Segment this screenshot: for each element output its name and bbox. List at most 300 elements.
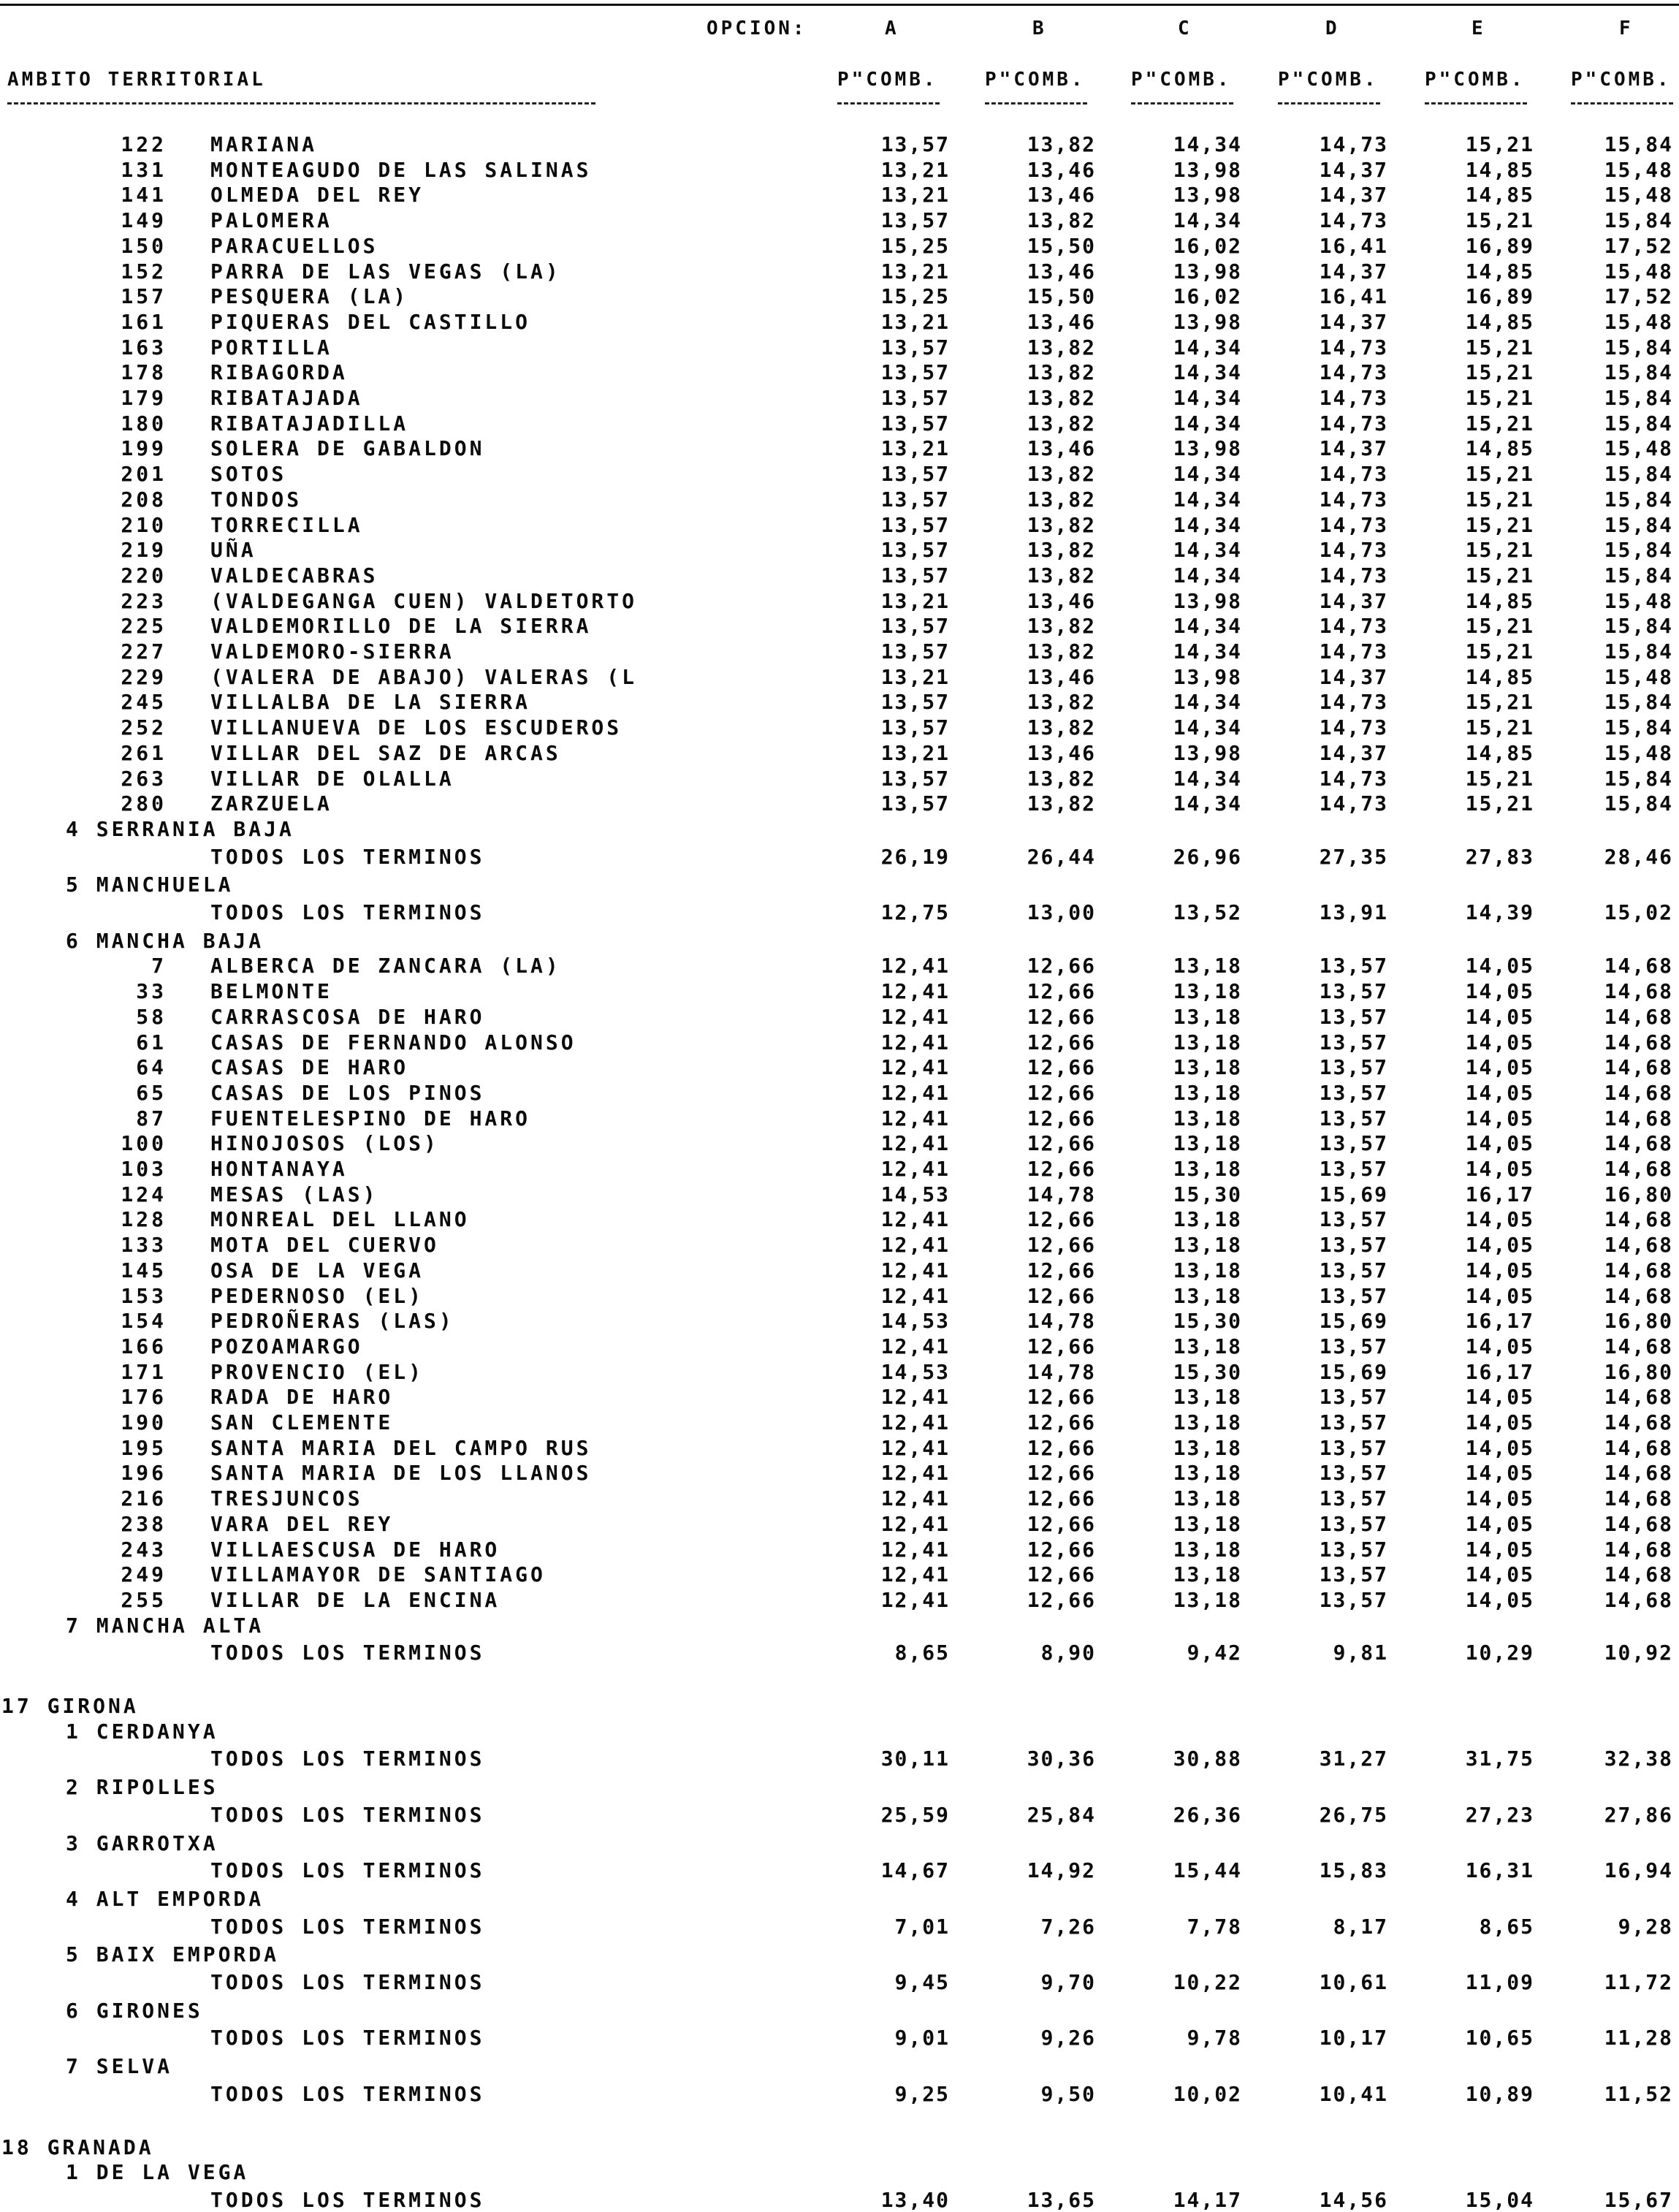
value-f: 15,84 — [1604, 335, 1673, 360]
value-a: 12,41 — [880, 1080, 950, 1105]
option-c: C — [1178, 18, 1192, 39]
municipality-code: 210 — [121, 512, 167, 537]
value-a: 12,41 — [880, 1562, 950, 1587]
value-c: 14,34 — [1173, 208, 1242, 233]
municipality-name: VALDEMORO-SIERRA — [210, 639, 454, 664]
value-e: 14,05 — [1465, 1334, 1534, 1358]
value-b: 12,66 — [1027, 1562, 1096, 1587]
value-d: 15,69 — [1319, 1182, 1388, 1206]
municipality-name: VALDEMORILLO DE LA SIERRA — [210, 614, 592, 639]
value-e: 14,39 — [1465, 900, 1534, 924]
municipality-code: 249 — [121, 1562, 167, 1587]
value-a: 12,41 — [880, 1334, 950, 1358]
value-e: 15,21 — [1465, 386, 1534, 410]
value-b: 14,78 — [1027, 1359, 1096, 1384]
value-c: 13,98 — [1173, 436, 1242, 461]
value-c: 13,18 — [1173, 1385, 1242, 1410]
value-f: 14,68 — [1604, 1106, 1673, 1130]
municipality-name: HINOJOSOS (LOS) — [210, 1131, 439, 1156]
value-a: 13,21 — [880, 588, 950, 613]
value-c: 13,98 — [1173, 740, 1242, 765]
value-d: 14,73 — [1319, 715, 1388, 740]
value-e: 14,85 — [1465, 309, 1534, 334]
value-c: 14,34 — [1173, 335, 1242, 360]
value-b: 15,50 — [1027, 284, 1096, 309]
value-e: 15,21 — [1465, 538, 1534, 563]
value-a: 13,57 — [880, 563, 950, 588]
value-b: 12,66 — [1027, 1080, 1096, 1105]
value-e: 16,31 — [1465, 1858, 1534, 1883]
value-f: 14,68 — [1604, 1486, 1673, 1511]
municipality-code: 33 — [136, 979, 167, 1004]
value-d: 14,73 — [1319, 462, 1388, 487]
value-d: 14,73 — [1319, 766, 1388, 791]
value-f: 15,84 — [1604, 690, 1673, 715]
value-f: 9,28 — [1618, 1914, 1673, 1939]
value-c: 14,34 — [1173, 512, 1242, 537]
value-f: 15,84 — [1604, 614, 1673, 639]
value-d: 14,37 — [1319, 157, 1388, 182]
value-c: 14,34 — [1173, 462, 1242, 487]
todos-los-terminos: TODOS LOS TERMINOS — [210, 1802, 485, 1827]
value-a: 15,25 — [880, 233, 950, 258]
value-c: 13,18 — [1173, 1435, 1242, 1460]
pcomb-d-label: P"COMB. — [1278, 69, 1379, 91]
value-c: 13,98 — [1173, 588, 1242, 613]
value-f: 15,84 — [1604, 487, 1673, 512]
value-b: 15,50 — [1027, 233, 1096, 258]
value-f: 14,68 — [1604, 1030, 1673, 1054]
value-b: 12,66 — [1027, 1233, 1096, 1258]
value-e: 16,89 — [1465, 284, 1534, 309]
ambito-underline — [7, 102, 595, 104]
value-c: 14,34 — [1173, 639, 1242, 664]
value-d: 13,57 — [1319, 1004, 1388, 1029]
value-a: 13,57 — [880, 386, 950, 410]
value-d: 14,37 — [1319, 436, 1388, 461]
municipality-name: ALBERCA DE ZANCARA (LA) — [210, 954, 561, 978]
value-a: 12,41 — [880, 1435, 950, 1460]
value-f: 14,68 — [1604, 1233, 1673, 1258]
value-d: 14,73 — [1319, 132, 1388, 156]
municipality-name: RIBAGORDA — [210, 360, 348, 385]
value-c: 10,22 — [1173, 1970, 1242, 1994]
value-d: 16,41 — [1319, 233, 1388, 258]
value-e: 15,04 — [1465, 2187, 1534, 2212]
value-c: 26,96 — [1173, 844, 1242, 869]
value-e: 14,05 — [1465, 1587, 1534, 1612]
value-c: 9,78 — [1187, 2026, 1242, 2051]
value-e: 15,21 — [1465, 132, 1534, 156]
value-b: 13,46 — [1027, 436, 1096, 461]
value-d: 9,81 — [1333, 1641, 1388, 1665]
value-d: 15,69 — [1319, 1359, 1388, 1384]
municipality-name: SOTOS — [210, 462, 287, 487]
value-f: 16,80 — [1604, 1359, 1673, 1384]
value-b: 12,66 — [1027, 1004, 1096, 1029]
value-b: 13,46 — [1027, 309, 1096, 334]
value-b: 12,66 — [1027, 1131, 1096, 1156]
value-d: 14,73 — [1319, 791, 1388, 816]
value-c: 9,42 — [1187, 1641, 1242, 1665]
value-f: 15,84 — [1604, 462, 1673, 487]
value-d: 13,57 — [1319, 1055, 1388, 1080]
value-d: 14,73 — [1319, 614, 1388, 639]
value-c: 15,44 — [1173, 1858, 1242, 1883]
value-a: 14,53 — [880, 1359, 950, 1384]
municipality-code: 58 — [136, 1004, 167, 1029]
value-d: 13,57 — [1319, 979, 1388, 1004]
value-d: 13,57 — [1319, 1233, 1388, 1258]
value-f: 15,84 — [1604, 386, 1673, 410]
value-a: 13,57 — [880, 335, 950, 360]
value-b: 13,82 — [1027, 132, 1096, 156]
municipality-code: 100 — [121, 1131, 167, 1156]
value-c: 13,18 — [1173, 1410, 1242, 1434]
value-a: 13,57 — [880, 487, 950, 512]
value-b: 13,82 — [1027, 538, 1096, 563]
value-b: 7,26 — [1040, 1914, 1096, 1939]
value-f: 27,86 — [1604, 1802, 1673, 1827]
value-a: 13,57 — [880, 690, 950, 715]
value-a: 26,19 — [880, 844, 950, 869]
value-c: 13,18 — [1173, 1486, 1242, 1511]
value-f: 16,80 — [1604, 1182, 1673, 1206]
value-d: 13,91 — [1319, 900, 1388, 924]
value-f: 14,68 — [1604, 1511, 1673, 1536]
value-d: 13,57 — [1319, 1410, 1388, 1434]
value-c: 13,18 — [1173, 1461, 1242, 1486]
value-f: 15,84 — [1604, 208, 1673, 233]
value-c: 15,30 — [1173, 1309, 1242, 1334]
municipality-name: CASAS DE HARO — [210, 1055, 409, 1080]
value-a: 13,21 — [880, 259, 950, 284]
value-e: 14,05 — [1465, 954, 1534, 978]
municipality-name: VILLAESCUSA DE HARO — [210, 1537, 500, 1562]
value-f: 14,68 — [1604, 1435, 1673, 1460]
municipality-code: 163 — [121, 335, 167, 360]
value-c: 14,34 — [1173, 538, 1242, 563]
value-d: 13,57 — [1319, 1080, 1388, 1105]
value-e: 15,21 — [1465, 690, 1534, 715]
value-c: 13,18 — [1173, 1055, 1242, 1080]
value-f: 15,48 — [1604, 740, 1673, 765]
municipality-code: 179 — [121, 386, 167, 410]
value-d: 14,37 — [1319, 664, 1388, 689]
value-e: 14,85 — [1465, 588, 1534, 613]
municipality-name: MONTEAGUDO DE LAS SALINAS — [210, 157, 592, 182]
value-a: 13,57 — [880, 208, 950, 233]
value-f: 15,84 — [1604, 639, 1673, 664]
value-f: 15,84 — [1604, 132, 1673, 156]
value-a: 12,41 — [880, 1258, 950, 1282]
municipality-name: OLMEDA DEL REY — [210, 183, 424, 208]
value-e: 16,17 — [1465, 1309, 1534, 1334]
value-e: 14,85 — [1465, 740, 1534, 765]
comarca-heading: 5 BAIX EMPORDA — [66, 1942, 280, 1967]
value-a: 12,41 — [880, 1461, 950, 1486]
value-e: 10,29 — [1465, 1641, 1534, 1665]
value-e: 14,05 — [1465, 1410, 1534, 1434]
value-d: 14,73 — [1319, 538, 1388, 563]
comarca-heading: 7 MANCHA ALTA — [66, 1613, 264, 1638]
value-b: 13,46 — [1027, 588, 1096, 613]
municipality-name: VILLALBA DE LA SIERRA — [210, 690, 531, 715]
value-b: 12,66 — [1027, 1106, 1096, 1130]
municipality-name: VILLAR DEL SAZ DE ARCAS — [210, 740, 561, 765]
municipality-name: POZOAMARGO — [210, 1334, 363, 1358]
option-a: A — [885, 18, 899, 39]
pcomb-underline — [1278, 102, 1380, 104]
municipality-code: 131 — [121, 157, 167, 182]
value-a: 12,41 — [880, 1410, 950, 1434]
value-f: 14,68 — [1604, 1157, 1673, 1181]
municipality-code: 7 — [151, 954, 167, 978]
value-b: 13,00 — [1027, 900, 1096, 924]
value-a: 12,41 — [880, 1157, 950, 1181]
value-e: 10,89 — [1465, 2081, 1534, 2106]
value-a: 12,41 — [880, 1004, 950, 1029]
value-a: 13,21 — [880, 157, 950, 182]
pcomb-underline — [837, 102, 940, 104]
municipality-name: ZARZUELA — [210, 791, 332, 816]
value-d: 10,17 — [1319, 2026, 1388, 2051]
value-f: 14,68 — [1604, 1207, 1673, 1232]
value-e: 14,85 — [1465, 664, 1534, 689]
value-d: 31,27 — [1319, 1747, 1388, 1771]
province-heading: 18 GRANADA — [1, 2135, 154, 2159]
value-a: 25,59 — [880, 1802, 950, 1827]
pcomb-underline — [985, 102, 1087, 104]
comarca-heading: 3 GARROTXA — [66, 1831, 218, 1855]
value-d: 14,37 — [1319, 740, 1388, 765]
value-c: 14,34 — [1173, 386, 1242, 410]
value-d: 13,57 — [1319, 1258, 1388, 1282]
value-e: 14,05 — [1465, 1283, 1534, 1308]
value-e: 15,21 — [1465, 208, 1534, 233]
value-c: 13,18 — [1173, 1283, 1242, 1308]
value-b: 9,50 — [1040, 2081, 1096, 2106]
value-d: 26,75 — [1319, 1802, 1388, 1827]
value-d: 13,57 — [1319, 1207, 1388, 1232]
value-d: 15,69 — [1319, 1309, 1388, 1334]
value-a: 12,41 — [880, 1055, 950, 1080]
municipality-code: 157 — [121, 284, 167, 309]
value-a: 9,01 — [894, 2026, 950, 2051]
value-f: 14,68 — [1604, 1055, 1673, 1080]
municipality-code: 190 — [121, 1410, 167, 1434]
value-e: 14,05 — [1465, 1385, 1534, 1410]
value-d: 14,37 — [1319, 183, 1388, 208]
value-b: 9,70 — [1040, 1970, 1096, 1994]
value-f: 14,68 — [1604, 1410, 1673, 1434]
value-f: 15,02 — [1604, 900, 1673, 924]
value-a: 7,01 — [894, 1914, 950, 1939]
municipality-code: 196 — [121, 1461, 167, 1486]
value-c: 14,34 — [1173, 766, 1242, 791]
value-f: 11,28 — [1604, 2026, 1673, 2051]
value-a: 13,21 — [880, 436, 950, 461]
comarca-heading: 1 DE LA VEGA — [66, 2160, 249, 2185]
municipality-name: MESAS (LAS) — [210, 1182, 378, 1206]
value-b: 13,82 — [1027, 462, 1096, 487]
value-b: 13,46 — [1027, 183, 1096, 208]
value-c: 14,34 — [1173, 360, 1242, 385]
value-b: 12,66 — [1027, 1283, 1096, 1308]
value-e: 11,09 — [1465, 1970, 1534, 1994]
value-d: 14,73 — [1319, 335, 1388, 360]
value-a: 13,57 — [880, 614, 950, 639]
municipality-code: 61 — [136, 1030, 167, 1054]
pcomb-underline — [1131, 102, 1233, 104]
municipality-name: SANTA MARIA DEL CAMPO RUS — [210, 1435, 592, 1460]
todos-los-terminos: TODOS LOS TERMINOS — [210, 844, 485, 869]
value-b: 12,66 — [1027, 1258, 1096, 1282]
option-f: F — [1619, 18, 1634, 39]
value-a: 12,41 — [880, 979, 950, 1004]
comarca-heading: 7 SELVA — [66, 2054, 173, 2079]
value-b: 13,46 — [1027, 259, 1096, 284]
value-f: 14,68 — [1604, 1080, 1673, 1105]
opcion-label: OPCION: — [707, 18, 807, 39]
pcomb-c-label: P"COMB. — [1131, 69, 1232, 91]
value-b: 13,82 — [1027, 563, 1096, 588]
value-a: 12,41 — [880, 1511, 950, 1536]
municipality-code: 220 — [121, 563, 167, 588]
value-d: 14,73 — [1319, 386, 1388, 410]
value-a: 13,21 — [880, 309, 950, 334]
value-e: 14,05 — [1465, 1207, 1534, 1232]
value-b: 12,66 — [1027, 1537, 1096, 1562]
value-b: 13,82 — [1027, 487, 1096, 512]
municipality-name: VILLAR DE LA ENCINA — [210, 1587, 500, 1612]
comarca-heading: 2 RIPOLLES — [66, 1775, 218, 1800]
value-e: 14,85 — [1465, 157, 1534, 182]
value-c: 13,18 — [1173, 1537, 1242, 1562]
option-d: D — [1325, 18, 1340, 39]
province-heading: 17 GIRONA — [1, 1694, 139, 1718]
municipality-name: PEDERNOSO (EL) — [210, 1283, 424, 1308]
value-a: 13,21 — [880, 740, 950, 765]
value-a: 12,41 — [880, 1283, 950, 1308]
municipality-code: 178 — [121, 360, 167, 385]
comarca-heading: 6 GIRONES — [66, 1998, 203, 2023]
value-d: 14,73 — [1319, 639, 1388, 664]
municipality-name: SAN CLEMENTE — [210, 1410, 394, 1434]
value-f: 16,80 — [1604, 1309, 1673, 1334]
value-f: 15,48 — [1604, 309, 1673, 334]
value-f: 14,68 — [1604, 954, 1673, 978]
value-f: 15,48 — [1604, 664, 1673, 689]
value-d: 13,57 — [1319, 954, 1388, 978]
municipality-name: RIBATAJADA — [210, 386, 363, 410]
municipality-name: MONREAL DEL LLANO — [210, 1207, 470, 1232]
value-a: 13,57 — [880, 462, 950, 487]
value-c: 13,18 — [1173, 1587, 1242, 1612]
value-d: 14,73 — [1319, 208, 1388, 233]
value-b: 13,82 — [1027, 715, 1096, 740]
value-f: 14,68 — [1604, 1562, 1673, 1587]
municipality-code: 263 — [121, 766, 167, 791]
municipality-code: 243 — [121, 1537, 167, 1562]
value-b: 12,66 — [1027, 954, 1096, 978]
value-d: 13,57 — [1319, 1131, 1388, 1156]
value-b: 13,82 — [1027, 208, 1096, 233]
value-c: 13,18 — [1173, 979, 1242, 1004]
municipality-code: 252 — [121, 715, 167, 740]
municipality-code: 65 — [136, 1080, 167, 1105]
value-f: 15,48 — [1604, 588, 1673, 613]
value-a: 14,53 — [880, 1182, 950, 1206]
value-e: 15,21 — [1465, 563, 1534, 588]
value-f: 15,84 — [1604, 512, 1673, 537]
value-c: 14,34 — [1173, 791, 1242, 816]
value-f: 32,38 — [1604, 1747, 1673, 1771]
value-a: 12,41 — [880, 1207, 950, 1232]
value-e: 14,05 — [1465, 1030, 1534, 1054]
municipality-name: VILLAMAYOR DE SANTIAGO — [210, 1562, 546, 1587]
value-f: 15,48 — [1604, 436, 1673, 461]
comarca-heading: 5 MANCHUELA — [66, 873, 234, 897]
municipality-code: 128 — [121, 1207, 167, 1232]
municipality-code: 229 — [121, 664, 167, 689]
value-e: 10,65 — [1465, 2026, 1534, 2051]
municipality-code: 171 — [121, 1359, 167, 1384]
value-a: 12,41 — [880, 1486, 950, 1511]
value-f: 15,84 — [1604, 360, 1673, 385]
value-b: 12,66 — [1027, 1435, 1096, 1460]
value-c: 13,98 — [1173, 157, 1242, 182]
value-e: 15,21 — [1465, 791, 1534, 816]
value-d: 16,41 — [1319, 284, 1388, 309]
value-d: 14,37 — [1319, 588, 1388, 613]
pcomb-e-label: P"COMB. — [1425, 69, 1526, 91]
value-e: 14,05 — [1465, 1055, 1534, 1080]
value-e: 15,21 — [1465, 512, 1534, 537]
value-b: 13,46 — [1027, 664, 1096, 689]
value-e: 15,21 — [1465, 766, 1534, 791]
value-c: 13,18 — [1173, 1157, 1242, 1181]
municipality-name: CARRASCOSA DE HARO — [210, 1004, 485, 1029]
municipality-code: 64 — [136, 1055, 167, 1080]
value-e: 27,23 — [1465, 1802, 1534, 1827]
value-d: 14,73 — [1319, 690, 1388, 715]
value-c: 13,18 — [1173, 1233, 1242, 1258]
value-f: 14,68 — [1604, 1385, 1673, 1410]
value-c: 13,98 — [1173, 664, 1242, 689]
value-a: 14,53 — [880, 1309, 950, 1334]
value-a: 8,65 — [894, 1641, 950, 1665]
value-a: 15,25 — [880, 284, 950, 309]
municipality-code: 216 — [121, 1486, 167, 1511]
value-d: 14,37 — [1319, 259, 1388, 284]
value-f: 14,68 — [1604, 1537, 1673, 1562]
value-c: 14,34 — [1173, 715, 1242, 740]
municipality-code: 201 — [121, 462, 167, 487]
municipality-name: OSA DE LA VEGA — [210, 1258, 424, 1282]
pcomb-a-label: P"COMB. — [837, 69, 938, 91]
value-d: 13,57 — [1319, 1106, 1388, 1130]
value-c: 16,02 — [1173, 284, 1242, 309]
value-d: 15,83 — [1319, 1858, 1388, 1883]
value-c: 14,34 — [1173, 487, 1242, 512]
municipality-code: 176 — [121, 1385, 167, 1410]
municipality-name: VILLAR DE OLALLA — [210, 766, 454, 791]
value-b: 13,82 — [1027, 639, 1096, 664]
municipality-code: 195 — [121, 1435, 167, 1460]
municipality-code: 238 — [121, 1511, 167, 1536]
value-d: 14,73 — [1319, 360, 1388, 385]
